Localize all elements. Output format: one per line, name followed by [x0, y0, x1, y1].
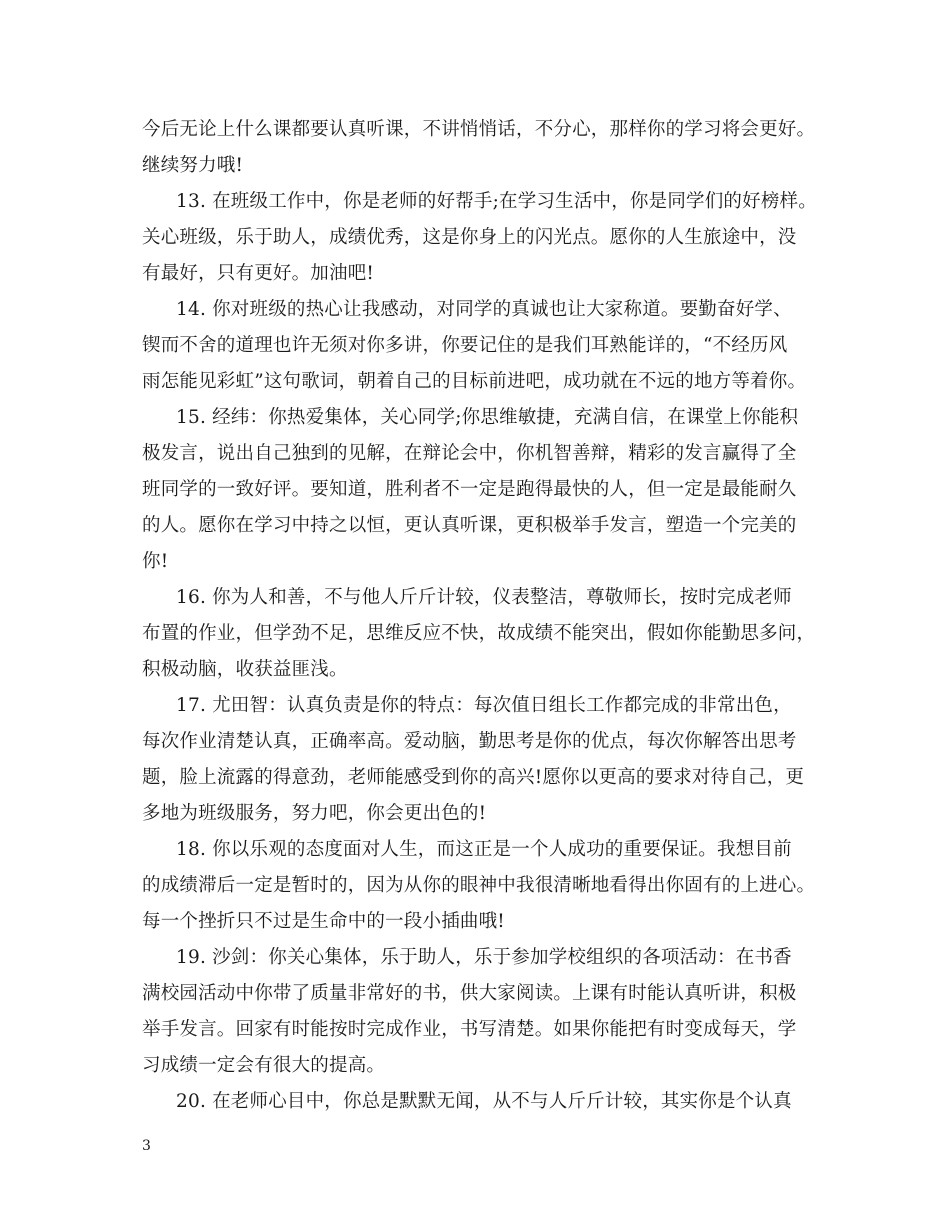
- text-line: 关心班级，乐于助人，成绩优秀，这是你身上的闪光点。愿你的人生旅途中，没: [142, 227, 797, 248]
- text-line: 锲而不舍的道理也许无须对你多讲，你要记住的是我们耳熟能详的，“不经历风: [142, 335, 788, 356]
- page-number: 3: [142, 1138, 151, 1154]
- text-line: 的成绩滞后一定是暂时的，因为从你的眼神中我很清晰地看得出你固有的上进心。: [142, 875, 816, 896]
- paragraph-14-start: 14. 你对班级的热心让我感动，对同学的真诚也让大家称道。要勤奋好学、: [176, 299, 792, 320]
- text-line: 班同学的一致好评。要知道，胜利者不一定是跑得最快的人，但一定是最能耐久: [142, 479, 797, 500]
- text-line: 布置的作业，但学劲不足，思维反应不快，故成绩不能突出，假如你能勤思多问，: [142, 623, 816, 644]
- text-line: 雨怎能见彩虹”这句歌词，朝着自己的目标前进吧，成功就在不远的地方等着你。: [142, 371, 807, 392]
- text-line: 题，脸上流露的得意劲，老师能感受到你的高兴!愿你以更高的要求对待自己，更: [142, 767, 805, 788]
- paragraph-19-start: 19. 沙剑：你关心集体，乐于助人，乐于参加学校组织的各项活动：在书香: [176, 947, 792, 968]
- text-line: 每次作业清楚认真，正确率高。爱动脑，勤思考是你的优点，每次你解答出思考: [142, 731, 797, 752]
- text-line: 举手发言。回家有时能按时完成作业，书写清楚。如果你能把有时变成每天，学: [142, 1019, 797, 1040]
- text-line: 习成绩一定会有很大的提高。: [142, 1055, 386, 1076]
- paragraph-13-start: 13. 在班级工作中，你是老师的好帮手;在学习生活中，你是同学们的好榜样。: [176, 191, 817, 212]
- paragraph-17-start: 17. 尤田智：认真负责是你的特点：每次值日组长工作都完成的非常出色，: [176, 695, 792, 716]
- text-line: 多地为班级服务，努力吧，你会更出色的!: [142, 803, 487, 824]
- text-line: 继续努力哦!: [142, 155, 244, 176]
- text-line: 积极动脑，收获益匪浅。: [142, 659, 348, 680]
- text-line: 今后无论上什么课都要认真听课，不讲悄悄话，不分心，那样你的学习将会更好。: [142, 119, 816, 140]
- text-line: 有最好，只有更好。加油吧!: [142, 263, 375, 284]
- text-line: 你!: [142, 551, 169, 572]
- text-line: 的人。愿你在学习中持之以恒，更认真听课，更积极举手发言，塑造一个完美的: [142, 515, 797, 536]
- paragraph-15-start: 15. 经纬：你热爱集体，关心同学;你思维敏捷，充满自信，在课堂上你能积: [176, 407, 799, 428]
- text-line: 极发言，说出自己独到的见解，在辩论会中，你机智善辩，精彩的发言赢得了全: [142, 443, 797, 464]
- text-line: 满校园活动中你带了质量非常好的书，供大家阅读。上课有时能认真听讲，积极: [142, 983, 797, 1004]
- paragraph-20-start: 20. 在老师心目中，你总是默默无闻，从不与人斤斤计较，其实你是个认真: [176, 1091, 792, 1112]
- paragraph-16-start: 16. 你为人和善，不与他人斤斤计较，仪表整洁，尊敬师长，按时完成老师: [176, 587, 792, 608]
- paragraph-18-start: 18. 你以乐观的态度面对人生，而这正是一个人成功的重要保证。我想目前: [176, 839, 792, 860]
- text-line: 每一个挫折只不过是生命中的一段小插曲哦!: [142, 911, 505, 932]
